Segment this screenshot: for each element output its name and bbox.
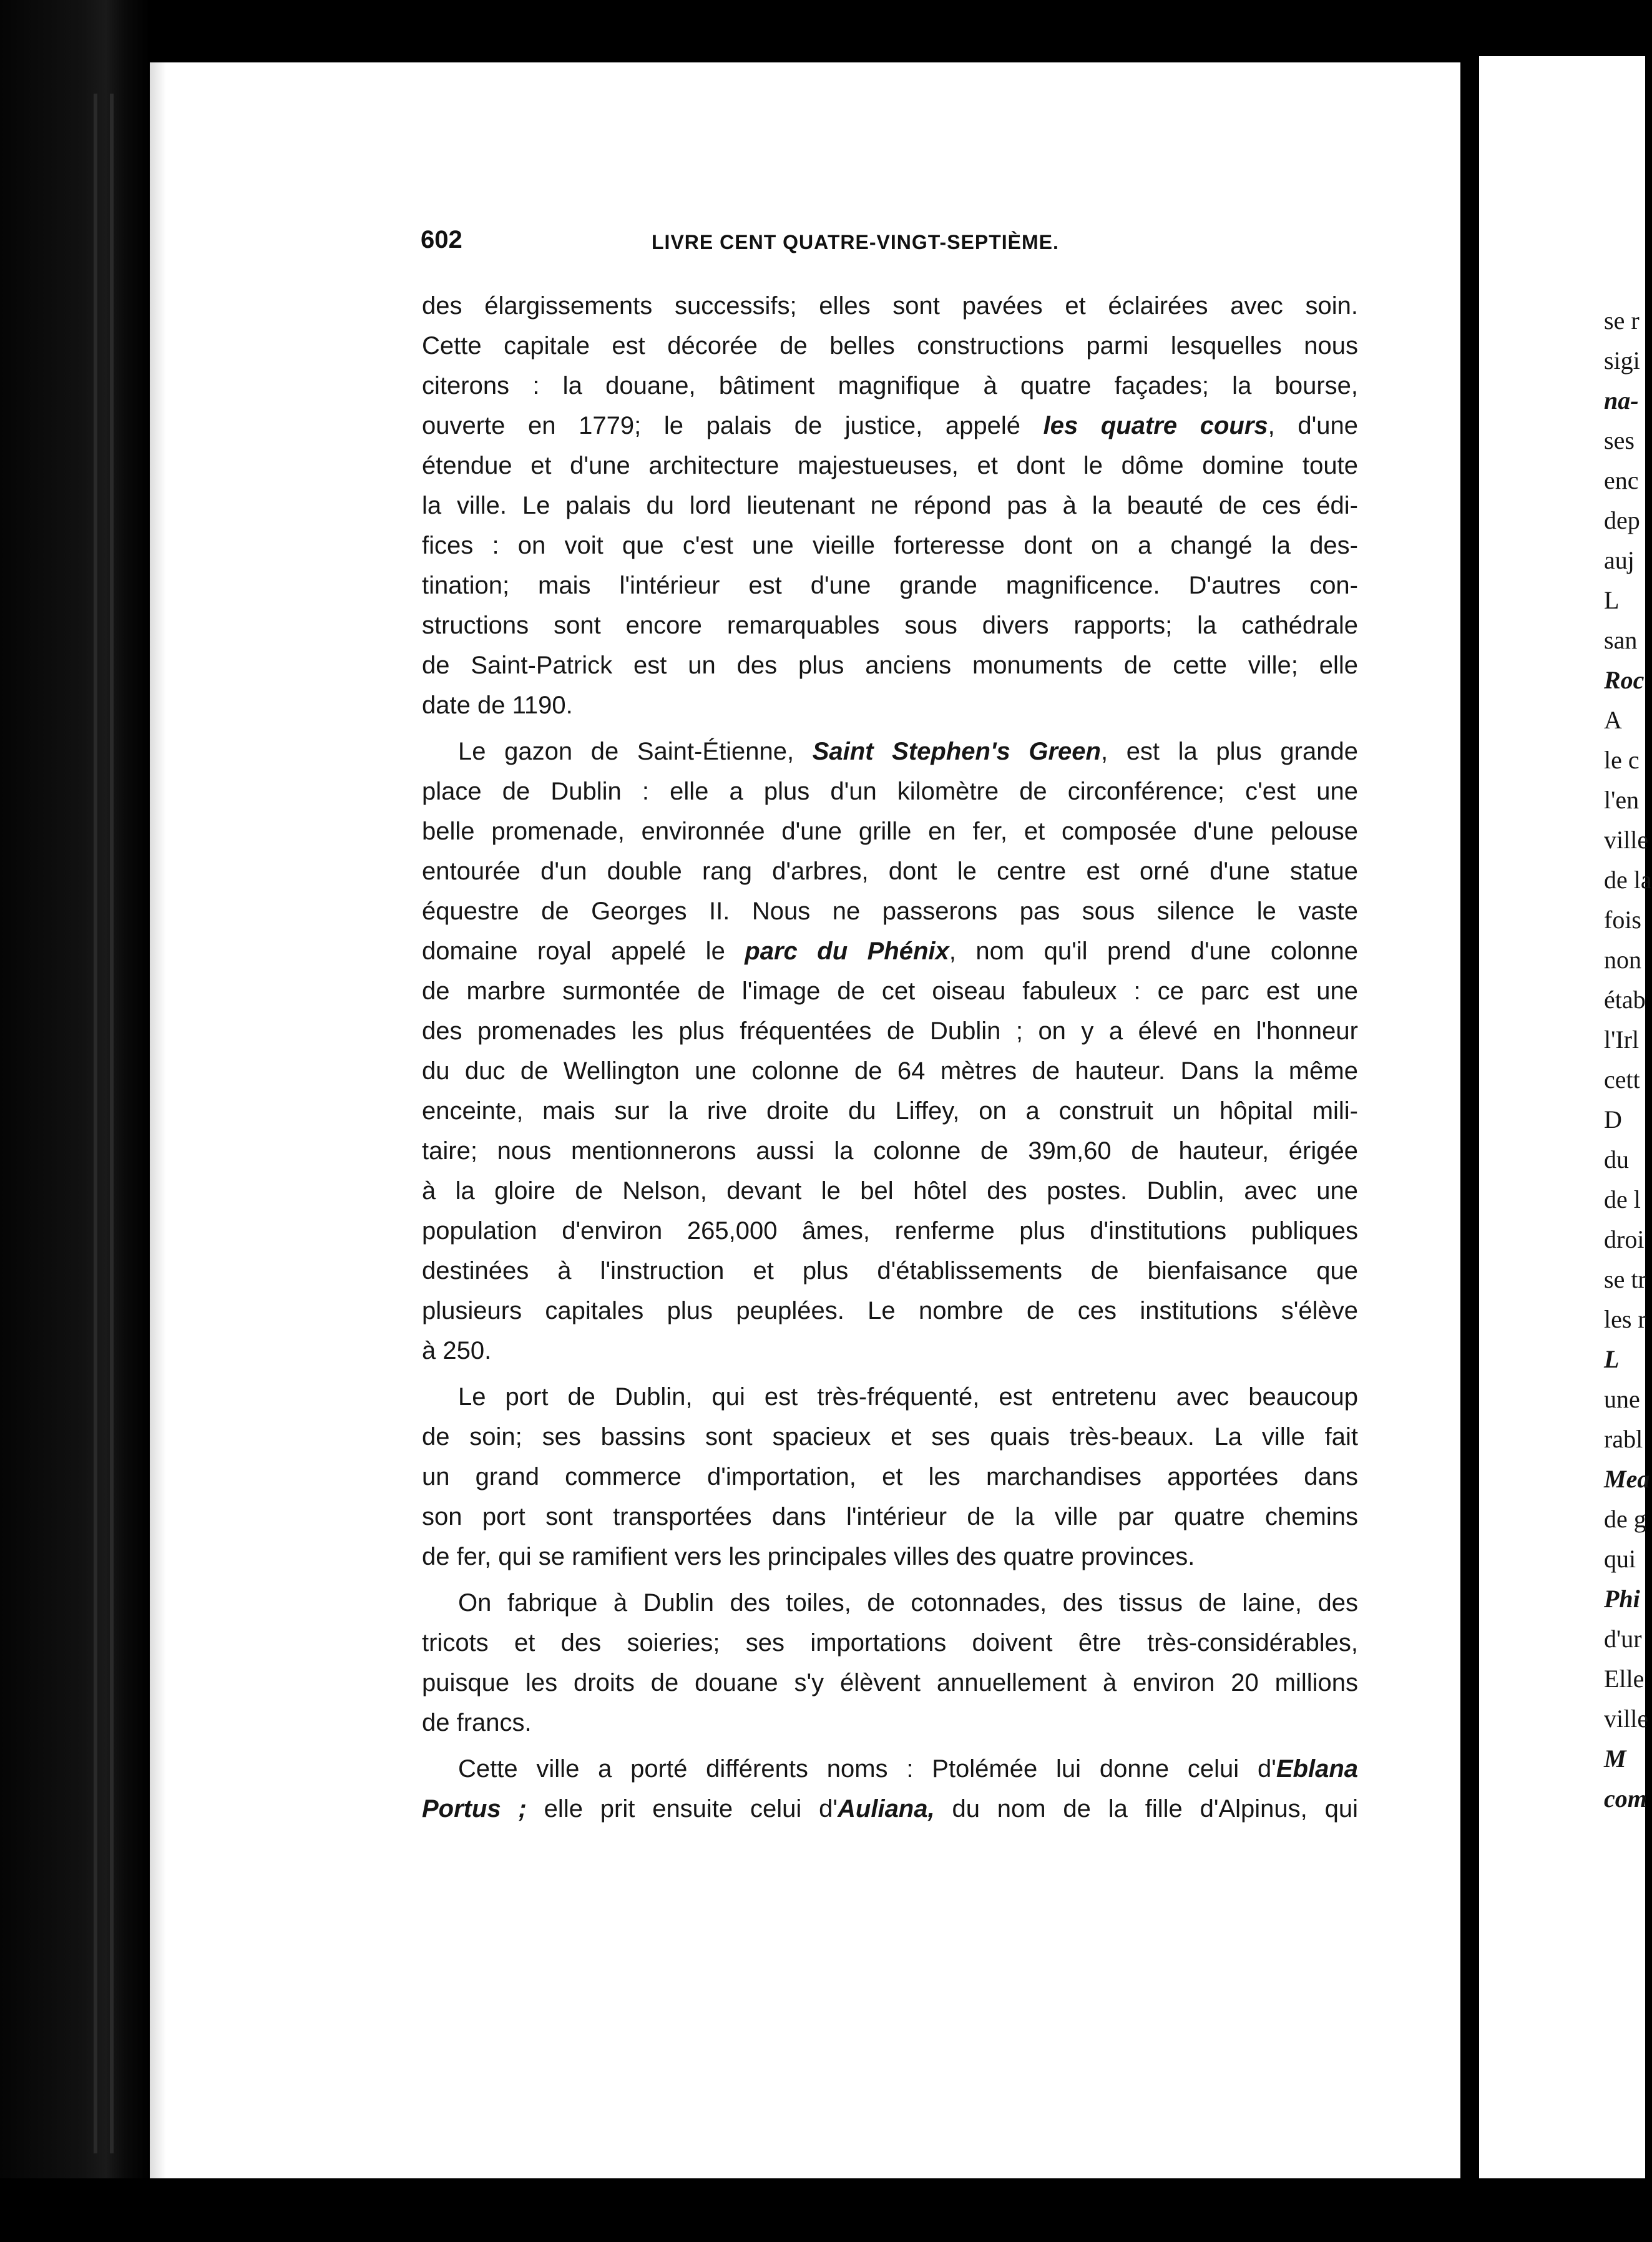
paragraph (422, 1749, 1358, 1829)
paragraph (422, 286, 1358, 725)
text-line: Portus ; elle prit ensuite celui d'Auliana, du nom de la fille d'Alpinus, qui (422, 1795, 1358, 1823)
text-line: du duc de Wellington une colonne de 64 mètres de hauteur. Dans la même (422, 1057, 1358, 1085)
facing-page-fragment: L (1604, 586, 1620, 614)
facing-page (1479, 56, 1652, 2191)
facing-page-fragment: Elle (1604, 1665, 1645, 1693)
facing-page-fragment: qui (1604, 1545, 1636, 1573)
facing-page-fragment: se r (1604, 306, 1640, 335)
facing-page-fragment: de l (1604, 1185, 1641, 1213)
facing-page-fragment: enc (1604, 466, 1639, 494)
text-line: belle promenade, environnée d'une grille en fer, et composée d'une pelouse (422, 818, 1358, 845)
running-title: LIVRE CENT QUATRE-VINGT-SEPTIÈME. (652, 231, 1059, 253)
binding-stripe (94, 94, 97, 2153)
facing-page-fragment: étab (1604, 986, 1646, 1014)
text-line: enceinte, mais sur la rive droite du Liffey, on a construit un hôpital mili- (422, 1097, 1358, 1125)
facing-page-fragment: ville (1604, 1705, 1649, 1733)
text-line: On fabrique à Dublin des toiles, de cotonnades, des tissus de laine, des (458, 1589, 1358, 1617)
facing-page-fragment: de la (1604, 866, 1652, 894)
facing-page-fragment: les r (1604, 1305, 1646, 1333)
paragraph (422, 732, 1358, 1371)
facing-page-fragment: san (1604, 626, 1638, 654)
facing-page-fragment: A (1604, 706, 1622, 734)
facing-page-fragment: le c (1604, 746, 1640, 774)
facing-page-fragment: rabl (1604, 1425, 1643, 1453)
binding-stripe (110, 94, 114, 2153)
facing-page-fragment: sigi (1604, 346, 1640, 374)
text-line: à la gloire de Nelson, devant le bel hôtel des postes. Dublin, avec une (422, 1177, 1358, 1205)
text-line: tination; mais l'intérieur est d'une grande magnificence. D'autres con- (422, 572, 1358, 599)
facing-page-fragment: une (1604, 1385, 1640, 1413)
text-line: de marbre surmontée de l'image de cet oiseau fabuleux : ce parc est une (422, 977, 1358, 1005)
text-line: structions sont encore remarquables sous divers rapports; la cathédrale (422, 612, 1358, 639)
text-line: Le port de Dublin, qui est très-fréquenté, est entretenu avec beaucoup (458, 1383, 1358, 1411)
text-line: Cette ville a porté différents noms : Ptolémée lui donne celui d'Eblana (458, 1755, 1358, 1783)
text-line: de Saint-Patrick est un des plus anciens monuments de cette ville; elle (422, 652, 1358, 679)
text-line: tricots et des soieries; ses importations doivent être très-considérables, (422, 1629, 1358, 1657)
text-line: destinées à l'instruction et plus d'établissements de bienfaisance que (422, 1257, 1358, 1285)
text-line: entourée d'un double rang d'arbres, dont le centre est orné d'une statue (422, 858, 1358, 885)
text-line: Le gazon de Saint-Étienne, Saint Stephen's Green, est la plus grande (458, 738, 1358, 765)
text-line: puisque les droits de douane s'y élèvent annuellement à environ 20 millions (422, 1669, 1358, 1696)
scan-bottom-edge (0, 2178, 1645, 2242)
text-line: à 250. (422, 1337, 492, 1364)
facing-page-fragment: auj (1604, 546, 1635, 574)
facing-page-fragment: l'Irl (1604, 1026, 1640, 1054)
facing-page-fragment: Mea (1604, 1465, 1650, 1493)
text-line: date de 1190. (422, 692, 573, 719)
text-line: place de Dublin : elle a plus d'un kilomètre de circonférence; c'est une (422, 778, 1358, 805)
facing-page-fragment: fois (1604, 906, 1641, 934)
facing-page-fragment: du (1604, 1145, 1629, 1173)
text-line: Cette capitale est décorée de belles constructions parmi lesquelles nous (422, 332, 1358, 360)
facing-page-fragment: com (1604, 1784, 1647, 1813)
text-line: la ville. Le palais du lord lieutenant ne répond pas à la beauté de ces édi- (422, 492, 1358, 519)
page-number: 602 (421, 226, 462, 253)
facing-page-fragment: non (1604, 946, 1641, 974)
text-line: équestre de Georges II. Nous ne passerons pas sous silence le vaste (422, 898, 1358, 925)
text-line: domaine royal appelé le parc du Phénix, nom qu'il prend d'une colonne (422, 937, 1359, 965)
text-line: plusieurs capitales plus peuplées. Le nombre de ces institutions s'élève (422, 1297, 1358, 1324)
text-line: ouverte en 1779; le palais de justice, appelé les quatre cours, d'une (422, 412, 1358, 439)
text-line: population d'environ 265,000 âmes, renferme plus d'institutions publiques (422, 1217, 1358, 1245)
text-line: fices : on voit que c'est une vieille forteresse dont on a changé la des- (422, 532, 1358, 559)
facing-page-fragment: dep (1604, 506, 1640, 534)
facing-page-fragment: M (1604, 1745, 1626, 1773)
page-gutter (1460, 0, 1479, 2242)
facing-page-fragment: Phi (1604, 1585, 1640, 1613)
text-line: des élargissements successifs; elles sont pavées et éclairées avec soin. (422, 292, 1358, 320)
text-line: de fer, qui se ramifient vers les principales villes des quatre provinces. (422, 1543, 1195, 1570)
facing-page-fragment: l'en (1604, 786, 1640, 814)
body-text (422, 286, 1358, 1835)
facing-page-fragment: D (1604, 1105, 1622, 1133)
facing-page-fragment: ville (1604, 826, 1649, 854)
facing-page-fragment: na- (1604, 386, 1639, 414)
facing-page-fragment: droi (1604, 1225, 1645, 1253)
text-line: citerons : la douane, bâtiment magnifique à quatre façades; la bourse, (422, 372, 1358, 399)
scan-left-edge (0, 0, 150, 2242)
paragraph (422, 1377, 1358, 1577)
facing-page-fragment: ses (1604, 426, 1635, 454)
page-header (421, 226, 1363, 263)
paragraph (422, 1583, 1358, 1743)
text-line: des promenades les plus fréquentées de Dublin ; on y a élevé en l'honneur (422, 1017, 1358, 1045)
facing-page-fragment: d'ur (1604, 1625, 1642, 1653)
facing-page-fragment: cett (1604, 1065, 1640, 1094)
facing-page-fragment: se tr (1604, 1265, 1646, 1293)
text-line: de francs. (422, 1709, 532, 1736)
page-shadow (150, 62, 166, 2178)
facing-page-fragment: Roc (1604, 666, 1645, 694)
text-line: de soin; ses bassins sont spacieux et ses quais très-beaux. La ville fait (422, 1423, 1358, 1451)
text-line: un grand commerce d'importation, et les marchandises apportées dans (422, 1463, 1358, 1491)
facing-page-fragment: de g (1604, 1505, 1646, 1533)
text-line: taire; nous mentionnerons aussi la colonne de 39m,60 de hauteur, érigée (422, 1137, 1358, 1165)
text-line: étendue et d'une architecture majestueuses, et dont le dôme domine toute (422, 452, 1358, 479)
text-line: son port sont transportées dans l'intérieur de la ville par quatre chemins (422, 1503, 1358, 1530)
facing-page-fragment: L (1604, 1345, 1620, 1373)
